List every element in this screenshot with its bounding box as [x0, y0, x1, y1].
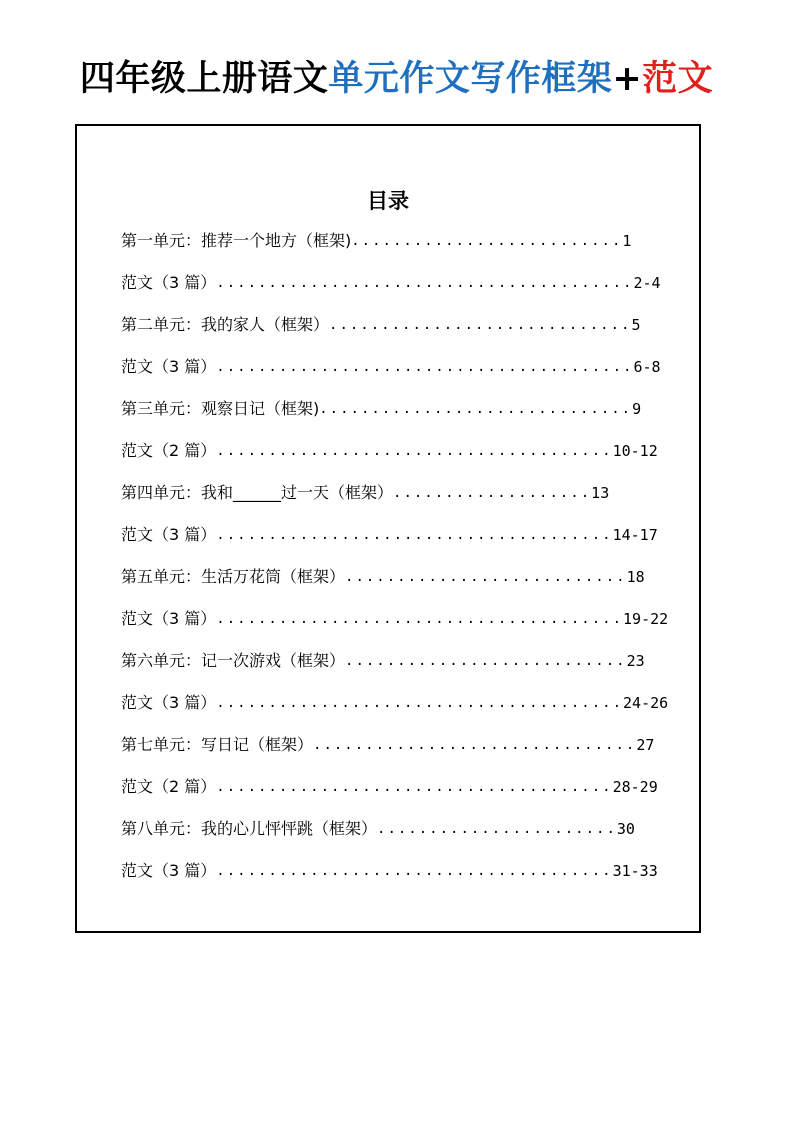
- toc-entry-page: 9: [632, 400, 642, 418]
- toc-entry-sample-7[interactable]: [121, 772, 658, 802]
- title-part-framework: 单元作文写作框架: [328, 59, 613, 99]
- toc-entry-page: 27: [636, 736, 655, 754]
- toc-entry-label: 范文（3 篇）: [121, 525, 217, 544]
- toc-entry-sample-2[interactable]: [121, 352, 661, 382]
- toc-entry-leader: ..........................: [351, 233, 623, 249]
- toc-entry-leader: ........................................: [216, 275, 634, 291]
- toc-entry-label: 范文（2 篇）: [121, 441, 217, 460]
- toc-entry-page: 13: [591, 484, 610, 502]
- toc-entry-unit-7[interactable]: [121, 730, 654, 760]
- toc-entry-leader: .............................: [329, 317, 632, 333]
- toc-entry-page: 2-4: [633, 274, 661, 292]
- title-part-sample: 范文: [642, 59, 714, 99]
- toc-entry-page: 30: [616, 820, 635, 838]
- toc-entry-label: 第三单元：观察日记（框架): [121, 399, 320, 418]
- toc-entry-page: 18: [626, 568, 645, 586]
- toc-entry-unit-1[interactable]: [121, 226, 631, 256]
- toc-entry-leader: ......................................: [216, 863, 613, 879]
- toc-entry-unit-4[interactable]: [121, 478, 609, 508]
- toc-entry-label: 第四单元：我和______过一天（框架）: [121, 483, 394, 502]
- toc-entry-sample-6[interactable]: [121, 688, 668, 718]
- toc-entry-page: 23: [626, 652, 645, 670]
- toc-entry-leader: ........................................: [216, 359, 634, 375]
- toc-entry-page: 6-8: [633, 358, 661, 376]
- toc-entry-label: 第六单元：记一次游戏（框架）: [121, 651, 346, 670]
- toc-entry-label: 范文（3 篇）: [121, 693, 217, 712]
- toc-entry-leader: ......................................: [216, 779, 613, 795]
- toc-entry-label: 第七单元：写日记（框架）: [121, 735, 314, 754]
- toc-entry-label: 第五单元：生活万花筒（框架）: [121, 567, 346, 586]
- toc-entry-page: 1: [622, 232, 632, 250]
- toc-entry-leader: ...........................: [345, 653, 627, 669]
- toc-entry-leader: .......................: [377, 821, 617, 837]
- toc-entry-sample-3[interactable]: [121, 436, 658, 466]
- toc-entry-leader: .......................................: [216, 695, 624, 711]
- toc-entry-label: 范文（3 篇）: [121, 273, 217, 292]
- toc-entry-label: 范文（3 篇）: [121, 357, 217, 376]
- toc-entry-sample-1[interactable]: [121, 268, 661, 298]
- toc-entry-label: 范文（3 篇）: [121, 609, 217, 628]
- toc-entry-page: 24-26: [623, 694, 669, 712]
- toc-entry-label: 范文（3 篇）: [121, 861, 217, 880]
- toc-entry-page: 28-29: [612, 778, 658, 796]
- toc-entry-unit-5[interactable]: [121, 562, 645, 592]
- toc-entry-label: 第二单元：我的家人（框架）: [121, 315, 330, 334]
- toc-entry-page: 10-12: [612, 442, 658, 460]
- toc-entry-page: 19-22: [623, 610, 669, 628]
- toc-entry-page: 31-33: [612, 862, 658, 880]
- toc-entry-label: 范文（2 篇）: [121, 777, 217, 796]
- toc-entry-unit-2[interactable]: [121, 310, 640, 340]
- document-title: [0, 54, 793, 104]
- toc-entry-sample-8[interactable]: [121, 856, 658, 886]
- toc-entry-unit-8[interactable]: [121, 814, 635, 844]
- toc-entry-leader: ...........................: [345, 569, 627, 585]
- toc-entry-unit-6[interactable]: [121, 646, 645, 676]
- toc-entry-unit-3[interactable]: [121, 394, 641, 424]
- toc-entry-label: 第八单元：我的心儿怦怦跳（框架）: [121, 819, 378, 838]
- title-part-grade: 四年级上册语文: [79, 59, 329, 99]
- toc-entry-leader: ...............................: [313, 737, 637, 753]
- toc-heading: 目录: [367, 189, 409, 213]
- toc-entry-leader: ......................................: [216, 443, 613, 459]
- title-part-plus: +: [612, 59, 643, 99]
- toc-entry-page: 14-17: [612, 526, 658, 544]
- toc-entry-leader: ..............................: [319, 401, 633, 417]
- toc-entry-leader: ......................................: [216, 527, 613, 543]
- toc-entry-label: 第一单元：推荐一个地方（框架): [121, 231, 352, 250]
- toc-entry-sample-4[interactable]: [121, 520, 658, 550]
- toc-entry-page: 5: [631, 316, 641, 334]
- toc-entry-leader: .......................................: [216, 611, 624, 627]
- table-of-contents-box: [75, 124, 701, 933]
- toc-entry-sample-5[interactable]: [121, 604, 668, 634]
- toc-entry-leader: ...................: [393, 485, 592, 501]
